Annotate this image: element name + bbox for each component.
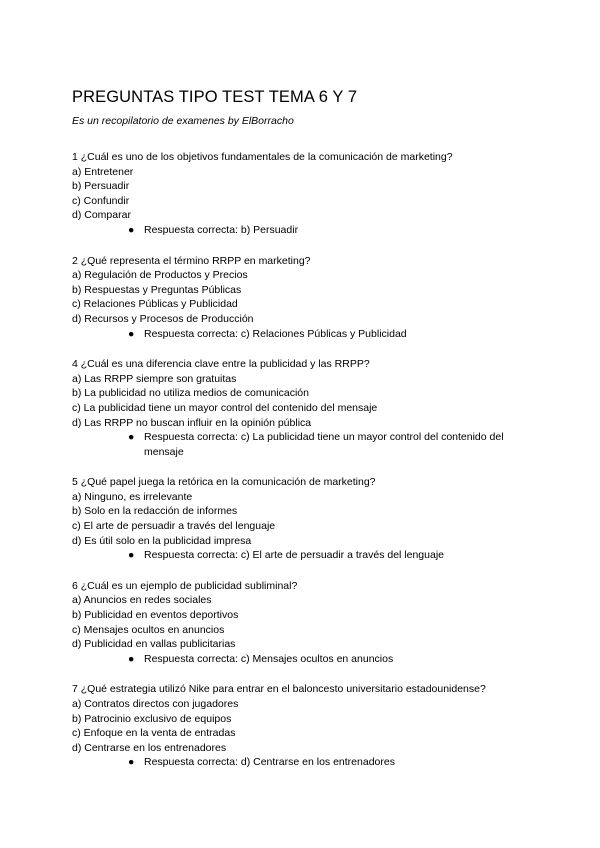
question-list xyxy=(72,150,542,770)
option-a: a) Entretener xyxy=(72,165,134,178)
correct-answer xyxy=(72,548,542,563)
page-title: PREGUNTAS TIPO TEST TEMA 6 Y 7 xyxy=(72,88,358,106)
question-5 xyxy=(72,475,542,563)
option-c: c) Relaciones Públicas y Publicidad xyxy=(72,298,238,311)
option-a: a) Contratos directos con jugadores xyxy=(72,698,239,710)
question-text: 5 ¿Qué papel juega la retórica en la comunicación de marketing? xyxy=(72,476,376,489)
question-text: 4 ¿Cuál es una diferencia clave entre la publicidad y las RRPP? xyxy=(72,358,370,371)
correct-answer xyxy=(72,327,542,342)
question-4 xyxy=(72,357,542,459)
option-a: a) Ninguno, es irrelevante xyxy=(72,490,193,503)
page-subtitle: Es un recopilatorio de examenes by ElBorracho xyxy=(72,115,294,127)
option-d: d) Las RRPP no buscan influir en la opinión pública xyxy=(72,416,312,429)
correct-answer xyxy=(72,430,542,459)
answer-text: Respuesta correcta: b) Persuadir xyxy=(144,223,299,236)
correct-answer xyxy=(72,223,542,238)
answer-text: Respuesta correcta: c) Relaciones Públicas y Publicidad xyxy=(144,327,407,340)
question-2 xyxy=(72,254,542,342)
option-b: b) Solo en la redacción de informes xyxy=(72,505,238,518)
bullet-icon: ● xyxy=(128,549,135,562)
correct-answer xyxy=(72,755,542,770)
option-a: a) Regulación de Productos y Precios xyxy=(72,269,248,282)
option-b: b) Publicidad en eventos deportivos xyxy=(72,609,239,622)
option-a: a) Las RRPP siempre son gratuitas xyxy=(72,372,237,385)
question-text: 6 ¿Cuál es un ejemplo de publicidad subliminal? xyxy=(72,579,298,592)
option-a: a) Anuncios en redes sociales xyxy=(72,594,212,607)
option-b: b) Respuestas y Preguntas Públicas xyxy=(72,283,242,296)
answer-text: Respuesta correcta: c) El arte de persuadir a través del lenguaje xyxy=(144,549,444,562)
question-text: 7 ¿Qué estrategia utilizó Nike para entrar en el baloncesto universitario estadounidense? xyxy=(72,683,486,696)
document-page xyxy=(72,86,542,770)
option-c: c) Enfoque en la venta de entradas xyxy=(72,727,236,740)
option-d: d) Centrarse en los entrenadores xyxy=(72,741,227,754)
option-b: b) Persuadir xyxy=(72,180,130,193)
bullet-icon: ● xyxy=(128,327,135,340)
option-c: c) Confundir xyxy=(72,194,130,207)
answer-text: Respuesta correcta: c) La publicidad tiene un mayor control del contenido del mensaje xyxy=(144,431,504,458)
option-c: c) La publicidad tiene un mayor control del contenido del mensaje xyxy=(72,401,378,414)
option-d: d) Publicidad en vallas publicitarias xyxy=(72,638,236,651)
answer-text: Respuesta correcta: c) Mensajes ocultos en anuncios xyxy=(144,652,394,665)
correct-answer xyxy=(72,652,542,667)
option-c: c) Mensajes ocultos en anuncios xyxy=(72,623,225,636)
question-text: 1 ¿Cuál es uno de los objetivos fundamentales de la comunicación de marketing? xyxy=(72,151,453,163)
option-c: c) El arte de persuadir a través del lenguaje xyxy=(72,520,276,533)
option-b: b) La publicidad no utiliza medios de comunicación xyxy=(72,387,309,400)
option-d: d) Es útil solo en la publicidad impresa xyxy=(72,534,252,547)
question-6 xyxy=(72,579,542,667)
question-1 xyxy=(72,150,542,238)
option-b: b) Patrocinio exclusivo de equipos xyxy=(72,712,232,725)
bullet-icon: ● xyxy=(128,223,135,236)
question-7 xyxy=(72,682,542,770)
option-d: d) Comparar xyxy=(72,209,131,222)
option-d: d) Recursos y Procesos de Producción xyxy=(72,312,254,325)
bullet-icon: ● xyxy=(128,431,135,444)
question-text: 2 ¿Qué representa el término RRPP en marketing? xyxy=(72,254,311,267)
answer-text: Respuesta correcta: d) Centrarse en los entrenadores xyxy=(144,756,395,769)
bullet-icon: ● xyxy=(128,756,135,769)
bullet-icon: ● xyxy=(128,652,135,665)
